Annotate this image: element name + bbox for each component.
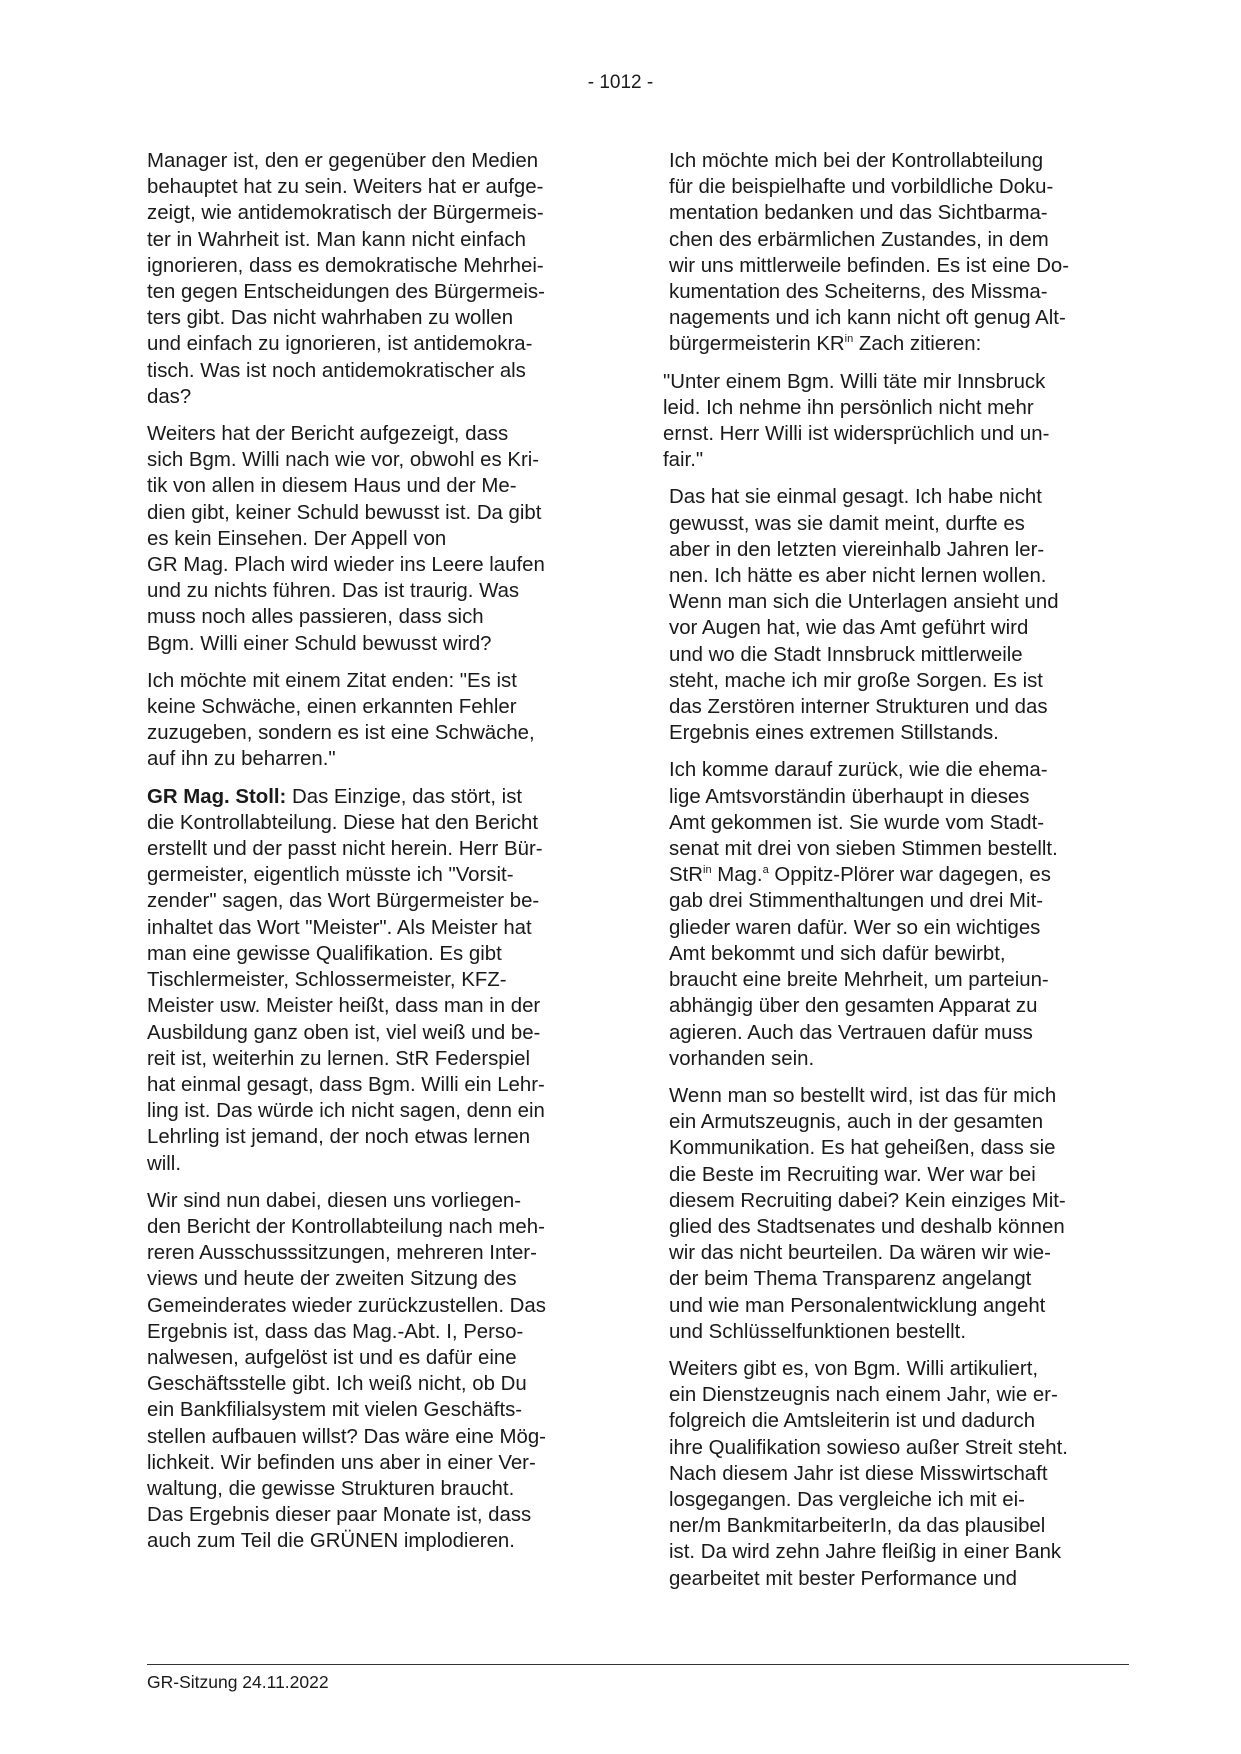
line: Gemeinderates wieder zurückzustellen. Das (147, 1294, 546, 1317)
line: Kommunikation. Es hat geheißen, dass sie (669, 1137, 1056, 1160)
line: Bgm. Willi einer Schuld bewusst wird? (147, 632, 492, 655)
line: Tischlermeister, Schlossermeister, KFZ- (147, 969, 507, 992)
line: ein Dienstzeugnis nach einem Jahr, wie er- (669, 1384, 1058, 1407)
line: ter in Wahrheit ist. Man kann nicht einfach (147, 228, 526, 251)
line: Wir sind nun dabei, diesen uns vorliegen- (147, 1189, 522, 1212)
line: die Kontrollabteilung. Diese hat den Bericht (147, 811, 539, 834)
line-group (669, 148, 1129, 331)
line: tisch. Was ist noch antidemokratischer als (147, 359, 526, 382)
text-fragment: Oppitz-Plörer war dagegen, es (768, 864, 1051, 887)
left-column (147, 148, 603, 1566)
line: Amt bekommt und sich dafür bewirbt, (669, 942, 1006, 965)
superscript: a (762, 864, 769, 877)
line: zuzugeben, sondern es ist eine Schwäche, (147, 722, 535, 745)
paragraph (147, 148, 603, 410)
line: leid. Ich nehme ihn persönlich nicht mehr (663, 396, 1034, 419)
line: ignorieren, dass es demokratische Mehrhei- (147, 254, 544, 277)
line: Amt gekommen ist. Sie wurde vom Stadt- (669, 811, 1045, 834)
paragraph (669, 148, 1129, 358)
line-group (147, 810, 603, 1177)
line: will. (147, 1152, 181, 1175)
line: Wenn man sich die Unterlagen ansieht und (669, 591, 1059, 614)
line: glied des Stadtsenates und deshalb können (669, 1215, 1065, 1238)
line: kumentation des Scheiterns, des Missma- (669, 281, 1048, 304)
line: ten gegen Entscheidungen des Bürgermeis- (147, 281, 545, 304)
line: lige Amtsvorständin überhaupt in dieses (669, 785, 1030, 808)
line: fair." (663, 449, 704, 472)
line: Nach diesem Jahr ist diese Misswirtschaft (669, 1462, 1048, 1485)
line: abhängig über den gesamten Apparat zu (669, 995, 1038, 1018)
text-fragment: bürgermeisterin KR (669, 333, 845, 356)
paragraph-stoll (147, 784, 603, 1177)
footer-divider (147, 1664, 1129, 1665)
line: und zu nichts führen. Das ist traurig. Was (147, 580, 520, 603)
line: die Beste im Recruiting war. Wer war bei (669, 1163, 1036, 1186)
line: wir uns mittlerweile befinden. Es ist eine Do- (669, 254, 1070, 277)
text-fragment: Mag. (711, 864, 763, 887)
paragraph (669, 484, 1129, 746)
line: für die beispielhafte und vorbildliche Doku- (669, 176, 1054, 199)
line: ist. Da wird zehn Jahre fleißig in einer Bank (669, 1541, 1062, 1564)
line: losgegangen. Das vergleiche ich mit ei- (669, 1488, 1025, 1511)
line: dien gibt, keiner Schuld bewusst ist. Da gibt (147, 501, 542, 524)
line: zeigt, wie antidemokratisch der Bürgermeis- (147, 202, 544, 225)
quote (663, 369, 1129, 474)
paragraph (669, 1356, 1129, 1592)
line: Ausbildung ganz oben ist, viel weiß und be- (147, 1021, 541, 1044)
line (669, 862, 1129, 888)
line: Meister usw. Meister heißt, dass man in der (147, 995, 541, 1018)
line: das Zerstören interner Strukturen und das (669, 696, 1048, 719)
line: wir das nicht beurteilen. Da wären wir wie- (669, 1242, 1051, 1265)
footer-text: GR-Sitzung 24.11.2022 (147, 1672, 329, 1692)
line: nagements und ich kann nicht oft genug Alt- (669, 307, 1066, 330)
line: und Schlüsselfunktionen bestellt. (669, 1320, 966, 1343)
line: ihre Qualifikation sowieso außer Streit steht. (669, 1436, 1068, 1459)
speaker-text: Das Einzige, das stört, ist (286, 785, 523, 808)
line: ner/m BankmitarbeiterIn, da das plausibel (669, 1515, 1046, 1538)
line: auf ihn zu beharren." (147, 748, 336, 771)
line: und wo die Stadt Innsbruck mittlerweile (669, 643, 1023, 666)
line: GR Mag. Plach wird wieder ins Leere laufen (147, 554, 545, 577)
line: germeister, eigentlich müsste ich "Vorsit- (147, 864, 514, 887)
text-fragment: StR (669, 864, 703, 887)
line: ein Bankfilialsystem mit vielen Geschäfts- (147, 1399, 523, 1422)
superscript: in (703, 864, 712, 877)
line: ling ist. Das würde ich nicht sagen, denn ein (147, 1100, 545, 1123)
line: Lehrling ist jemand, der noch etwas lernen (147, 1126, 531, 1149)
line: Manager ist, den er gegenüber den Medien (147, 150, 539, 172)
line: Weiters gibt es, von Bgm. Willi artikuliert, (669, 1357, 1039, 1380)
line: ernst. Herr Willi ist widersprüchlich und un- (663, 423, 1050, 446)
line: nen. Ich hätte es aber nicht lernen wollen. (669, 565, 1047, 588)
paragraph (147, 421, 603, 657)
line: nalwesen, aufgelöst ist und es dafür eine (147, 1346, 517, 1369)
line: waltung, die gewisse Strukturen braucht. (147, 1477, 515, 1500)
superscript: in (844, 333, 854, 346)
line: sich Bgm. Willi nach wie vor, obwohl es Kri- (147, 449, 540, 472)
line: views und heute der zweiten Sitzung des (147, 1268, 517, 1291)
line: Ergebnis ist, dass das Mag.-Abt. I, Perso- (147, 1320, 524, 1343)
line-group (669, 757, 1129, 862)
line: das? (147, 385, 192, 408)
line: folgreich die Amtsleiterin ist und dadurch (669, 1410, 1036, 1433)
line: Weiters hat der Bericht aufgezeigt, dass (147, 423, 509, 446)
line: es kein Einsehen. Der Appell von (147, 527, 447, 550)
line: ters gibt. Das nicht wahrhaben zu wollen (147, 307, 514, 330)
paragraph (147, 668, 603, 773)
line: lichkeit. Wir befinden uns aber in einer Ver- (147, 1451, 536, 1474)
line: den Bericht der Kontrollabteilung nach meh- (147, 1215, 545, 1238)
line: agieren. Auch das Vertrauen dafür muss (669, 1021, 1033, 1044)
line: diesem Recruiting dabei? Kein einziges Mit- (669, 1189, 1066, 1212)
line: vor Augen hat, wie das Amt geführt wird (669, 617, 1029, 640)
line: Das Ergebnis dieser paar Monate ist, dass (147, 1504, 532, 1527)
line: erstellt und der passt nicht herein. Herr Bür- (147, 838, 543, 861)
paragraph (147, 1188, 603, 1555)
line: stellen aufbauen willst? Das wäre eine Mög- (147, 1425, 546, 1448)
line: Ergebnis eines extremen Stillstands. (669, 722, 999, 745)
line: gab drei Stimmenthaltungen und drei Mit- (669, 890, 1044, 913)
line: hat einmal gesagt, dass Bgm. Willi ein Lehr- (147, 1073, 545, 1096)
line: Wenn man so bestellt wird, ist das für mich (669, 1084, 1057, 1107)
line: Das hat sie einmal gesagt. Ich habe nicht (669, 486, 1042, 509)
right-column (663, 148, 1129, 1603)
line: tik von allen in diesem Haus und der Me- (147, 475, 517, 498)
line: Ich möchte mit einem Zitat enden: "Es ist (147, 669, 517, 692)
line: gewusst, was sie damit meint, durfte es (669, 512, 1025, 535)
line: reren Ausschusssitzungen, mehreren Inter- (147, 1242, 537, 1265)
line: und wie man Personalentwicklung angeht (669, 1294, 1046, 1317)
line: man eine gewisse Qualifikation. Es gibt (147, 942, 502, 965)
line: keine Schwäche, einen erkannten Fehler (147, 696, 517, 719)
line: Ich komme darauf zurück, wie die ehema- (669, 759, 1048, 782)
line-group (669, 888, 1129, 1071)
line: senat mit drei von sieben Stimmen bestellt. (669, 838, 1058, 861)
line: zender" sagen, das Wort Bürgermeister be- (147, 890, 540, 913)
line: inhaltet das Wort "Meister". Als Meister hat (147, 916, 532, 939)
line: mentation bedanken und das Sichtbarma- (669, 202, 1048, 225)
line: glieder waren dafür. Wer so ein wichtiges (669, 916, 1041, 939)
line: steht, mache ich mir große Sorgen. Es ist (669, 669, 1043, 692)
speaker-name: GR Mag. Stoll: (147, 785, 287, 808)
page-number: - 1012 - (587, 72, 654, 93)
line: vorhanden sein. (669, 1047, 815, 1070)
paragraph (669, 1083, 1129, 1345)
line: reit ist, weiterhin zu lernen. StR Federspiel (147, 1047, 531, 1070)
line: Ich möchte mich bei der Kontrollabteilung (669, 150, 1044, 172)
line: gearbeitet mit bester Performance und (669, 1567, 1017, 1590)
line: chen des erbärmlichen Zustandes, in dem (669, 228, 1049, 251)
paragraph (669, 757, 1129, 1071)
line: braucht eine breite Mehrheit, um parteiun- (669, 969, 1049, 992)
line: "Unter einem Bgm. Willi täte mir Innsbruck (663, 370, 1046, 393)
line (147, 784, 603, 810)
text-fragment: Zach zitieren: (853, 333, 982, 356)
line: muss noch alles passieren, dass sich (147, 606, 484, 629)
line (669, 331, 1129, 357)
line: aber in den letzten viereinhalb Jahren ler- (669, 538, 1045, 561)
line: Geschäftsstelle gibt. Ich weiß nicht, ob Du (147, 1373, 527, 1396)
line: und einfach zu ignorieren, ist antidemokra- (147, 333, 533, 356)
line: auch zum Teil die GRÜNEN implodieren. (147, 1530, 515, 1553)
line: der beim Thema Transparenz angelangt (669, 1268, 1032, 1291)
line: behauptet hat zu sein. Weiters hat er aufge- (147, 176, 544, 199)
line: ein Armutszeugnis, auch in der gesamten (669, 1111, 1044, 1134)
